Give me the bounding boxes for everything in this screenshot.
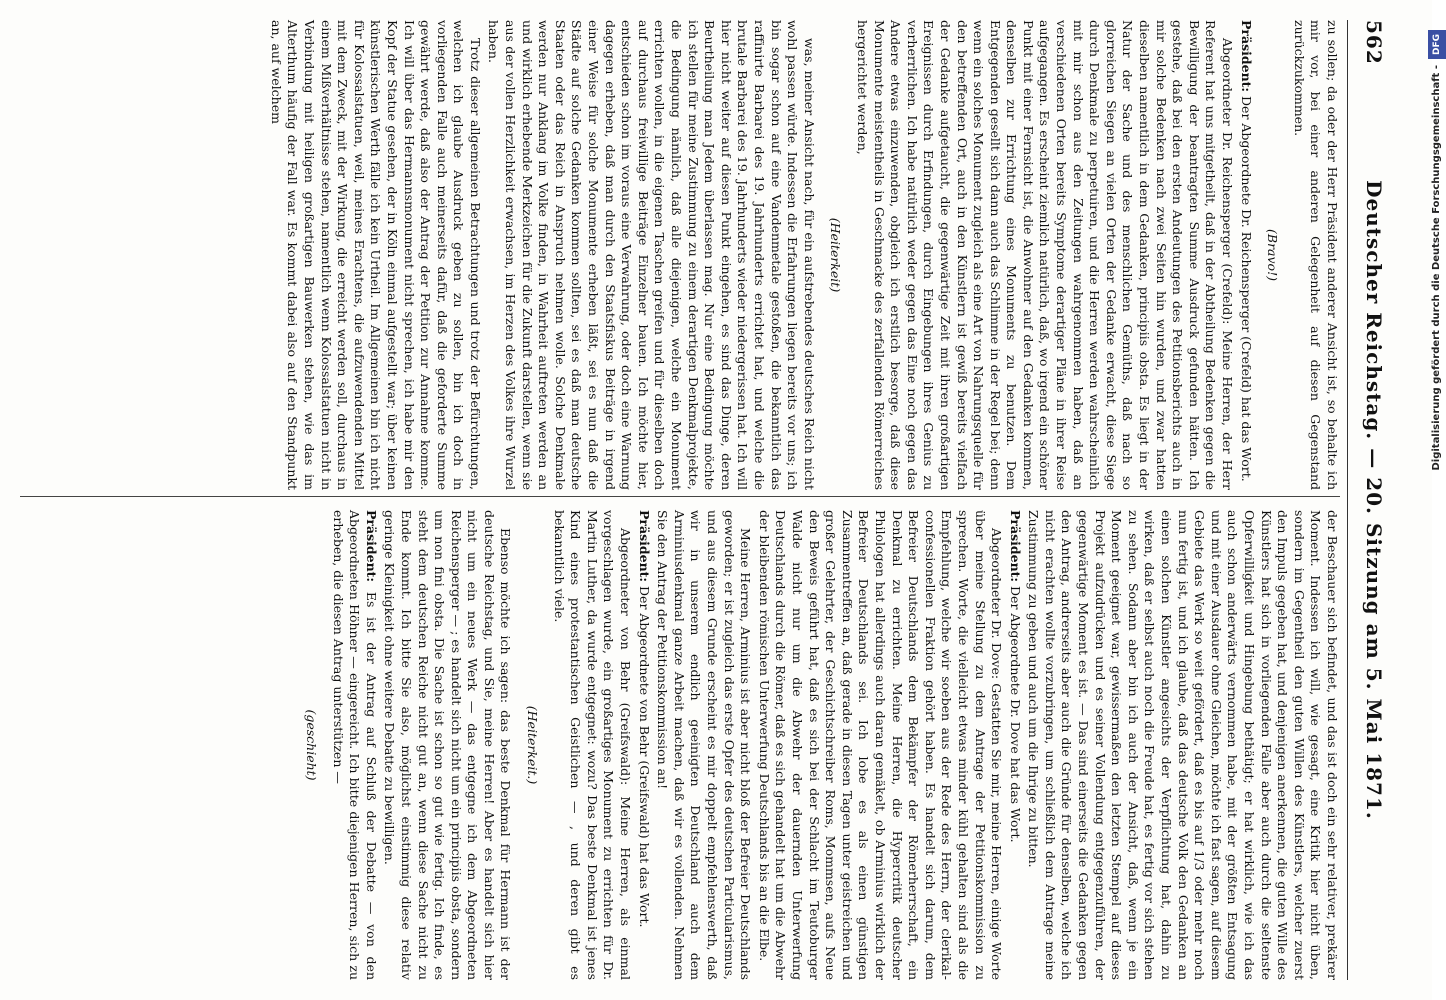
paragraph bbox=[381, 510, 514, 980]
paragraph-text: (geschieht) bbox=[303, 709, 319, 781]
digitization-footer bbox=[1410, 30, 1442, 990]
page-number: 562 bbox=[1362, 20, 1386, 65]
speaker-label: Präsident: bbox=[1007, 510, 1023, 583]
paragraph-text: (Heiterkeit.) bbox=[525, 705, 541, 785]
paragraph-text: Der Abgeordnete von Behr (Greifswald) hat das Wort. bbox=[636, 582, 652, 928]
column-divider bbox=[20, 496, 1340, 497]
dfg-badge: DFG bbox=[1428, 30, 1446, 59]
paragraph bbox=[329, 510, 379, 980]
paragraph bbox=[635, 510, 652, 980]
paragraph bbox=[755, 510, 1004, 980]
stage-direction bbox=[827, 20, 844, 490]
paragraph-text: Meine Herren, Arminius ist aber nicht bloß der Befreier Deutschlands geworden; er ist zugleich das erste Opfer des deutschen Particularismus, und aus diesem Grunde erscheint es mir doppelt empfehlenswerth, daß wir in unserem endlich geeinigten Deutschland auch dem Arminiusdenkmal ganze Arbeit machen, daß wir es vollenden. Nehmen Sie den Antrag der Petitionskommission an! bbox=[655, 510, 754, 980]
paragraph bbox=[267, 20, 483, 490]
paragraph-text: was, meiner Ansicht nach, für ein aufstrebendes deutsches Reich nicht wohl passen würde. Indessen die Erfahrungen liegen bereits vor uns; ich bin sogar schon auf eine Vandenmetale gestoßen, die bekanntlich das raffinirte Barbarei des 19. Jahrhunderts errichtet hat, und welche die brutale Barbarei des 19. Jahrhunderts wieder niedergerissen hat. Ich will hier nicht weiter auf diesen Punkt eingehen, es sind das Dinge, deren Beurtheilung man Jedem überlassen mag. Nur eine Bedingung möchte ich stellen für meine Zustimmung zu einem derartigen Denkmalprojekte, die Bedingung nämlich, daß alle diejenigen, welche ein Monument errichten wollen, in die eigenen Taschen greifen und für dieselben doch auf durchaus freiwillige Beiträge Einzelner bauen. Ich möchte hier, entschieden schon im voraus eine Verwahrung, oder doch eine Warnung dagegen erheben, daß man durch den Staatsfiskus Beiträge in irgend einer Weise für solche Monumente erheben läßt, sei es nun daß die Städte auf solche Gedanken kommen sollten, sei es daß man deutsche Staaten oder das Reich in Anspruch nehmen wolle. Solche Denkmale werden nur Anklang im Volke finden, in Wahrheit auftreten werden an und wirklich erhebende Merkzeichen für die Zukunft darstellen, wenn sie aus der vollen Herzlichkeit erwachsen, im Herzen des Volkes ihre Wurzel haben. bbox=[486, 20, 817, 490]
header-rule bbox=[1347, 20, 1348, 980]
paragraph-text: zu sollen; da oder der Herr Präsident anderer Ansicht ist, so behalte ich mir vor, bei einer anderen Gelegenheit auf diesen Gegenstand zurückzukommen. bbox=[1291, 20, 1340, 490]
paragraph bbox=[654, 510, 754, 980]
stage-direction bbox=[1264, 20, 1281, 490]
paragraph bbox=[1025, 510, 1340, 980]
paragraph-text: Trotz dieser allgemeinen Betrachtungen und trotz der Befürchtungen, welchen ich glaube Ausdruck geben zu sollen, bin ich doch in vorliegenden Falle auch meinerseits dafür, daß die geforderte Summe gewährt werde, daß also der Antrag der Petition zur Annahme komme. Ich will über das Hermannsmonument nicht sprechen, ich habe mir den Kopf der Statue gesehen, der in Köln einmal aufgestellt war; über keinen künstlerischen Werth fälle ich kein Urtheil. Im Allgemeinen bin ich nicht für Kolossalstatuen, weil, meines Erachtens, die aufzuwendenden Mittel mit dem Zweck, mit der Wirkung, die erreicht werden soll, durchaus in einem Mißverhältnisse stehen, namentlich wenn Kolossalstatuen nicht in Verbindung mit heiligen großartigen Bauwerken stehen, wie das im Alterthum häufig der Fall war. Es kommt dabei also auf den Standpunkt an, auf welchem bbox=[268, 20, 483, 490]
page-title: Deutscher Reichstag. — 20. Sitzung am 5. Mai 1871. bbox=[1362, 180, 1386, 820]
paragraph bbox=[1237, 20, 1254, 490]
paragraph-text: Abgeordneter Dr. Reichensperger (Crefeld): Meine Herren, der Herr Referent hat uns mitgetheilt, daß in der Abtheilung Bedenken gegen die Bewilligung der beantragten Summe Ausdruck gefunden hätten. Ich gestehe, daß bei den ersten Andeutungen des Petitionsberichts auch in mir solche Bedenken nach zwei Seiten hin wurden, und zwar hatten dieselben namentlich in dem Gedanken, principiis obsta. Es liegt in der Natur der Sache und des menschlichen Gemüths, daß nach so glorreichen Siegen an vielen Orten der Gedanke erwacht, diese Siege durch Denkmale zu perpetuiren, und die Herren werden wahrscheinlich mit mir schon aus den Zeitungen wahrgenommen haben, daß an verschiedenen Orten bereits Symptome derartiger Pläne in ihrer Reise aufgegangen. Es erscheint ziemlich natürlich, daß, wo irgend ein schöner Punkt mit einer Fernsicht ist, die Anwohner auf den Gedanken kommen, denselben zur Errichtung eines Monuments zu benutzen. Dem Entgegenden gesellt sich dann auch das Schlimme in der Regel bei; denn wenn ein solches Monument zugleich als eine Art von Nahrungsquelle für den betreffenden Ort, auch in den Künstlern ist gewiß bereits vielfach der Gedanke aufgetaucht, die gegenwärtige Zeit mit ihren großartigen Ereignissen durch Erfindungen, durch Eingebungen ihres Genius zu verherrlichen. Ich habe natürlich weder gegen das Eine noch gegen das Andere etwas einzuwenden, obgleich ich erstlich besorge, daß diese Monumente meistentheils in Geschmacke des zerfallenden Römerreiches hergerichtet werden, bbox=[854, 20, 1236, 490]
paragraph-text: der Beschauer sich befindet, und das ist doch ein sehr relativer, prekärer Moment. Indessen ich will, wie gesagt, eine Kritik hier nicht üben, sondern im Gegentheil den guten Willen des Künstlers, welcher zuerst den Impuls gegeben hat, und denjenigen anerkennen, die guten Wille des Künstlers hat sich in vorliegenden Falle aber auch durch die seltenste Opferwilligkeit und Hingebung bethätigt; er hat wirklich, wie ich das auch schon anderwärts vernommen habe, mit der größten Entsagung und mit einer Ausdauer ohne Gleichen, möchte ich fast sagen, auf diesem Gebiete das Werk so weit gefördert, daß es bis auf 1/3 oder mehr noch nun fertig ist, und ich glaube, daß das deutsche Volk den Gedanken an einen solchen Künstler angesichts der Verpflichtung hat, dahin zu wirken, daß er selbst auch noch die Freude hat, es fertig vor sich stehen zu sehen. Sodann aber bin ich auch der Ansicht, daß, wenn je ein Moment geeignet war, gewissermaßen den letzten Stempel auf dieses Projekt aufzudrücken und es seiner Vollendung entgegenzuführen, der gegenwärtige Moment es ist. — Das sind einerseits die Gedanken gegen den Antrag, andrerseits aber auch die Gründe für denselben, welche ich nicht erachten wollte vorzubringen, um schließlich dem Antrage meine Zustimmung zu geben und auch um die Ihrige zu bitten. bbox=[1026, 510, 1340, 980]
speaker-label: Präsident: bbox=[636, 510, 652, 583]
paragraph-text: (Bravo!) bbox=[1265, 229, 1281, 281]
paragraph bbox=[1006, 510, 1023, 980]
footer-text: Digitalisierung gefördert durch die Deutsche Forschungsgemeinschaft - bbox=[1431, 65, 1442, 471]
paragraph-text: (Heiterkeit) bbox=[828, 217, 844, 293]
paragraph-text: Es ist der Antrag auf Schluß der Debatte — von den Abgeordneten Höhner — eingereicht. Ich bitte diejenigen Herren, sich zu erheben, die diesen Antrag unterstützen — bbox=[330, 510, 379, 980]
page-header bbox=[1352, 20, 1386, 980]
paragraph-text: Abgeordneter von Behr (Greifswald): Meine Herren, als einmal vorgeschlagen wurde, ein großartiges Monument zu errichten für Dr. Martin Luther, da wurde entgegnet: wozu? Das beste Denkmal ist jenes Kind eines protestantischen Geistlichen — , und deren gibt es bekanntlich viele. bbox=[551, 510, 634, 980]
paragraph bbox=[550, 510, 633, 980]
paragraph-text: Abgeordneter Dr. Dove: Gestatten Sie mir, meine Herren, einige Worte über meine Stellung zu dem Antrage der Petitionskommission zu sprechen. Worte, die vielleicht etwas minder kühl gehalten sind als die Empfehlung, welche wir soeben aus der Rede des Herrn, der clerikal-confessionellen Fraktion gehört haben. Es handelt sich darum, dem Befreier Deutschlands dem Bekämpfer der Römerherrschaft, ein Denkmal zu errichten. Meine Herren, die Hypercritik deutscher Philologen hat allerdings auch daran gemäkelt, ob Arminius wirklich der Befreier Deutschlands sei. Ich lobe es als einen günstigen Zusammentreffen an, daß gerade in diesen Tagen unter geistreichen und großer Gelehrter, der Geschichtschreiber Roms, Mommsen, aufs Neue den Beweis geführt hat, daß es sich bei der Schlacht im Teutoburger Walde nicht nur um die Abwehr der dauernden Unterwerfung Deutschlands durch die Römer, daß es sich gehandelt hat um die Abwehr der bleibenden römischen Unterwerfung Deutschlands bis an die Elbe. bbox=[756, 510, 1005, 980]
stage-direction bbox=[524, 510, 541, 980]
paragraph bbox=[853, 20, 1235, 490]
speaker-label: Präsident: bbox=[363, 510, 379, 583]
paragraph-text: Ebenso möchte ich sagen: das beste Denkmal für Hermann ist der deutsche Reichstag, und Sie, meine Herren! Aber es handelt sich hier nicht um ein neues Werk — das entgegne ich dem Abgeordneten Reichensperger — ; es handelt sich nicht um ein principiis obsta, sondern um non fini obsta. Die Sache ist schon so gut wie fertig. Ich finde, es steht dem deutschen Reiche nicht gut an, wenn diese Sache nicht zu Ende kommt. Ich bitte Sie also, möglichst einstimmig diese relativ geringe Kleinigkeit ohne weitere Debatte zu bewilligen. bbox=[382, 510, 514, 980]
right-column bbox=[20, 510, 1340, 980]
speaker-label: Präsident: bbox=[1238, 20, 1254, 93]
paragraph bbox=[485, 20, 817, 490]
left-column bbox=[20, 20, 1340, 490]
paragraph bbox=[1290, 20, 1340, 490]
paragraph-text: Der Abgeordnete Dr. Reichensperger (Crefeld) hat das Wort. bbox=[1238, 92, 1254, 482]
stage-direction bbox=[302, 510, 319, 980]
paragraph-text: Der Abgeordnete Dr. Dove hat das Wort. bbox=[1007, 582, 1023, 843]
